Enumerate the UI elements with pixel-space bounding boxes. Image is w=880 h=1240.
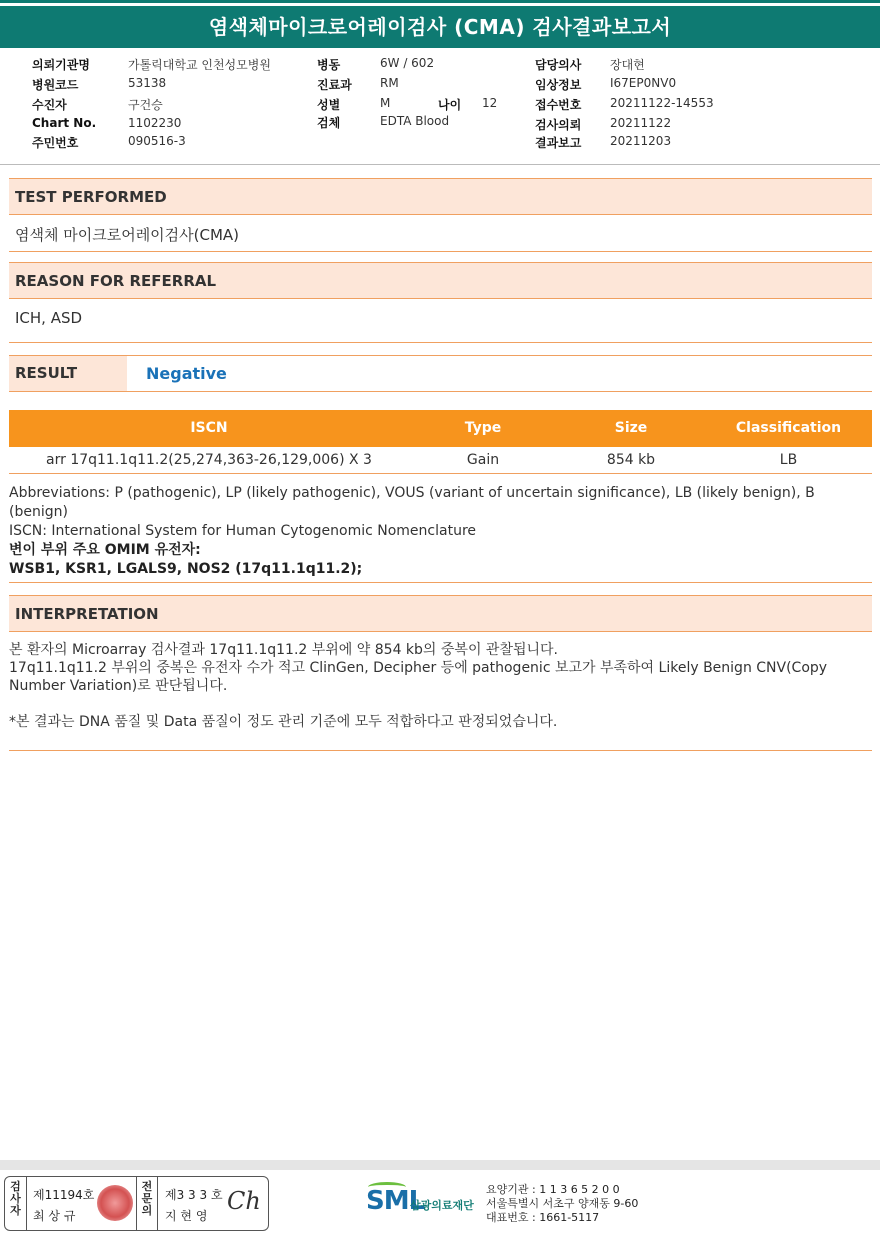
institution-code: 요양기관 : 1 1 3 6 5 2 0 0 [486,1183,620,1196]
info-label: 의뢰기관명 [32,58,90,72]
address-line: 서울특별시 서초구 양재동 9-60 [486,1197,639,1210]
divider [9,582,872,583]
info-label: 임상정보 [535,78,582,92]
logo-text: SML [366,1186,425,1216]
abbreviation-notes [9,484,872,541]
report-title: 염색체마이크로어레이검사 (CMA) 검사결과보고서 [0,6,880,48]
reason-heading: REASON FOR REFERRAL [9,262,872,299]
info-value: 장대현 [610,58,645,72]
examiner-number: 제11194호 [33,1188,95,1202]
info-value: 090516-3 [128,134,186,148]
table-row [9,447,872,474]
test-performed-value: 염색체 마이크로어레이검사(CMA) [15,226,240,244]
info-value: 6W / 602 [380,56,435,70]
cnv-table [9,410,872,474]
phone-line: 대표번호 : 1661-5117 [486,1211,600,1224]
age-value: 12 [482,96,498,110]
interpretation-body [9,641,872,731]
info-value: 가톨릭대학교 인천성모병원 [128,58,271,72]
interpretation-heading: INTERPRETATION [9,595,872,632]
org-name: 삼광의료재단 [410,1199,474,1212]
abbreviations-text: Abbreviations: P (pathogenic), LP (likely pathogenic), VOUS (variant of uncertain significance), LB (likely benign), B (benign) [9,485,815,520]
result-row [9,355,872,392]
divider [0,164,880,165]
info-value: 20211122-14553 [610,96,714,110]
examiner-label: 검사자 [5,1177,27,1230]
info-value: EDTA Blood [380,114,450,128]
divider [9,251,872,252]
footer-bar [0,1160,880,1170]
cell-size: 854 kb [606,452,656,468]
divider [9,750,872,751]
info-label: 병동 [317,58,341,72]
patient-info [32,56,872,156]
info-label: 병원코드 [32,78,79,92]
col-type: Type [464,420,502,436]
omim-genes [9,541,872,579]
info-value: 20211203 [610,134,672,148]
cell-type: Gain [466,452,500,468]
info-label: 담당의사 [535,58,582,72]
col-iscn: ISCN [190,420,228,436]
result-value: Negative [146,364,227,383]
reviewer-number: 제3 3 3 호 [165,1188,223,1202]
cell-iscn: arr 17q11.1q11.2(25,274,363-26,129,006) X 3 [46,452,372,468]
info-label: 수진자 [32,98,67,112]
col-classification: Classification [735,420,842,436]
result-heading: RESULT [9,356,127,391]
interpretation-paragraph: 본 환자의 Microarray 검사결과 17q11.1q11.2 부위에 약 854 kb의 중복이 관찰됩니다. [9,642,558,658]
age-label: 나이 [438,98,462,112]
iscn-text: ISCN: International System for Human Cytogenomic Nomenclature [9,523,477,539]
info-value: 20211122 [610,116,672,130]
reason-value: ICH, ASD [15,309,83,327]
info-label: 주민번호 [32,136,79,150]
info-value: I67EP0NV0 [610,76,677,90]
info-value: 구건승 [128,98,163,112]
signature: Ch [227,1187,261,1215]
interpretation-note: *본 결과는 DNA 품질 및 Data 품질이 정도 관리 기준에 모두 적합하다고 판정되었습니다. [9,714,558,730]
col-size: Size [614,420,648,436]
info-value: 53138 [128,76,167,90]
omim-title: 변이 부위 주요 OMIM 유전자: [9,542,201,558]
test-performed-heading: TEST PERFORMED [9,178,872,215]
info-label: 검사의뢰 [535,118,582,132]
cell-classification: LB [779,452,798,468]
info-label: Chart No. [32,116,97,130]
info-label: 접수번호 [535,98,582,112]
reviewer-label: 전문의 [136,1177,158,1230]
info-label: 결과보고 [535,136,582,150]
examiner-name: 최 상 규 [33,1209,76,1223]
divider [9,342,872,343]
info-value: M [380,96,391,110]
seal-icon [97,1185,133,1221]
top-line [0,0,880,3]
sml-logo [366,1186,486,1222]
info-value: RM [380,76,399,90]
interpretation-paragraph: 17q11.1q11.2 부위의 중복은 유전자 수가 적고 ClinGen, Decipher 등에 pathogenic 보고가 부족하여 Likely Benign CNV(Copy Number Variation)로 판단됩니다. [9,660,828,694]
reviewer-name: 지 현 영 [165,1209,208,1223]
signature-box [4,1176,269,1231]
table-header [9,410,872,447]
info-label: 검체 [317,116,341,130]
info-label: 성별 [317,98,341,112]
info-value: 1102230 [128,116,182,130]
omim-gene-list: WSB1, KSR1, LGALS9, NOS2 (17q11.1q11.2); [9,561,363,577]
org-address [486,1183,638,1225]
info-label: 진료과 [317,78,352,92]
